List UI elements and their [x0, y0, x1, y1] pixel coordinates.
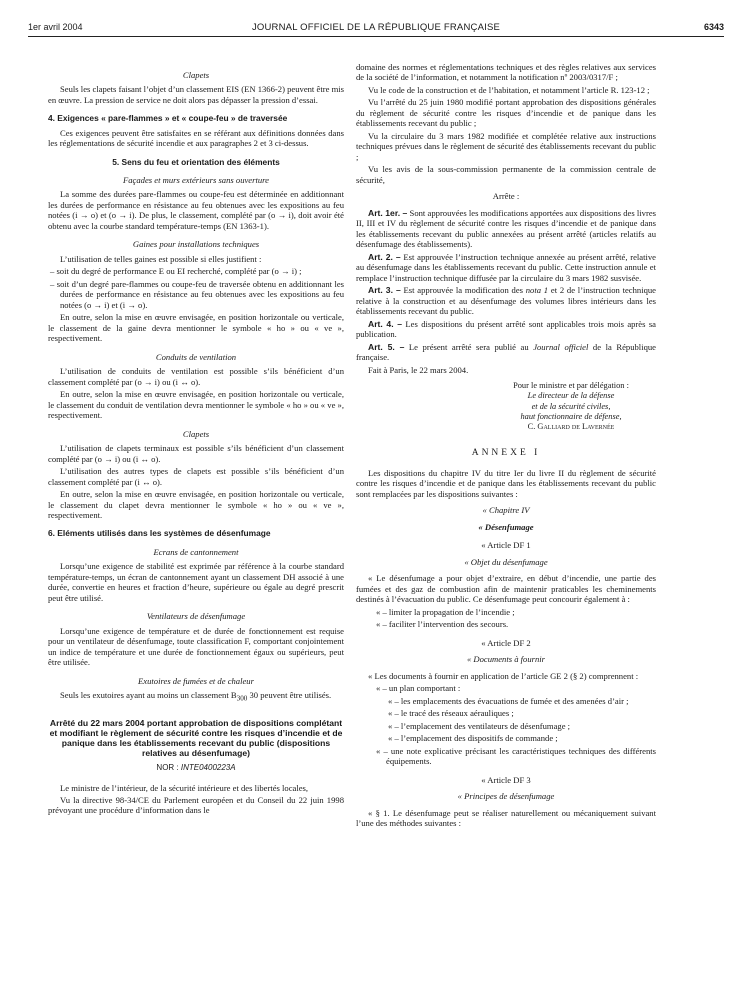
signature-line: haut fonctionnaire de défense, [520, 411, 622, 421]
paragraph: En outre, selon la mise en œuvre envisagée, en position horizontale ou verticale, le classement de la gaine devra mentionner le symbole « ho » ou « ve », respectivement. [48, 312, 344, 344]
article-text: Le présent arrêté sera publié au [404, 341, 534, 352]
article-subtitle: « Principes de désenfumage [457, 791, 555, 802]
article-2 [356, 252, 656, 283]
journal-title: JOURNAL OFFICIEL DE LA RÉPUBLIQUE FRANÇAISE [251, 22, 501, 33]
fait-a-paris: Fait à Paris, le 22 mars 2004. [368, 364, 469, 375]
article-text-italic: nota 1 [525, 285, 549, 296]
paragraph: L’utilisation de clapets terminaux est possible s’ils bénéficient d’un classement complété par (o → i) ou (i ↔ o). [48, 443, 344, 464]
text-part: Seuls les exutoires ayant au moins un classement B [60, 690, 237, 701]
paragraph: « Les documents à fournir en application de l’article GE 2 (§ 2) comprennent : [368, 670, 639, 681]
article-4 [356, 319, 656, 340]
subscript: 300 [236, 694, 248, 703]
article-3 [356, 285, 656, 316]
article-heading: « Article DF 3 [481, 774, 531, 785]
paragraph: L’utilisation de telles gaines est possible si elles justifient : [60, 253, 262, 264]
subheading-conduits: Conduits de ventilation [155, 351, 237, 362]
paragraph: Lorsqu’une exigence de stabilité est exprimée par référence à la courbe standard température-temps, un écran de cantonnement ayant un classement DH associé à une durée, convertie en heures et fraction d’heure, supérieure ou égale au degré prescrit peut être utilisé. [48, 561, 344, 603]
subheading-clapets-2: Clapets [182, 428, 210, 439]
nor-value: INTE0400223A [180, 762, 236, 772]
paragraph: « Le désenfumage a pour objet d’extraire, en début d’incendie, une partie des fumées et des gaz de combustion afin de maintenir praticables les cheminements destinés à l’évacuation du public. Ce désenfumage peut concourir également à : [356, 573, 656, 605]
subheading-facades: Façades et murs extérieurs sans ouverture [123, 174, 269, 185]
list-item: « – une note explicative précisant les caractéristiques techniques des différents équipements. [376, 745, 656, 767]
signature-block [486, 381, 656, 432]
signature-line: Pour le ministre et par délégation : [513, 381, 629, 391]
subheading-gaines: Gaines pour installations techniques [132, 239, 260, 250]
article-heading: « Article DF 1 [481, 540, 531, 551]
article-text: de la République française. [356, 341, 656, 363]
article-label: Art. 4. – [368, 318, 403, 329]
paragraph: Ces exigences peuvent être satisfaites en se référant aux définitions données dans les réglementations de sécurité incendie et aux paragraphes 2 et 3 ci-dessus. [48, 127, 344, 149]
list-item: « – un plan comportant : [376, 683, 461, 694]
article-text: Les dispositions du présent arrêté sont applicables trois mois après sa publication. [356, 318, 656, 340]
chapter-title: « Désenfumage [478, 521, 534, 532]
article-heading: « Article DF 2 [481, 637, 531, 648]
subheading-exutoires: Exutoires de fumées et de chaleur [138, 675, 254, 686]
article-subtitle: « Objet du désenfumage [464, 556, 548, 567]
text-part: 30 peuvent être utilisés. [247, 690, 332, 701]
paragraph: Lorsqu’une exigence de température et de durée de fonctionnement est requise pour un ventilateur de désenfumage, toute classification F, comportant conjointement un indice de température et une durée de fonctionnement égaux ou supérieurs, peut être utilisée. [48, 625, 344, 668]
article-text-italic: Journal officiel [533, 341, 589, 352]
left-column [48, 62, 344, 818]
signatory-name: C. Galliard de Lavernée [527, 422, 615, 432]
paragraph: Vu l’arrêté du 25 juin 1980 modifié portant approbation des dispositions générales du règlement de sécurité contre les risques d’incendie et de panique dans les établissements recevant du public ; [356, 97, 656, 129]
arrete-heading: Arrête : [492, 191, 520, 202]
list-item: – soit du degré de performance E ou EI recherché, complété par (o → i) ; [50, 266, 302, 277]
article-text: Est approuvée l’instruction technique annexée au présent arrêté, relative au désenfumage dans les établissements recevant du public. Cette instruction annule et remplace l’instruction technique diffusée par la circulaire du 3 mars 1982 susvisée. [356, 251, 656, 283]
paragraph: Vu la circulaire du 3 mars 1982 modifiée et complétée relative aux instructions techniques prévues dans le règlement de sécurité des établissements recevant du public ; [356, 130, 656, 162]
list-item: « – les emplacements des évacuations de fumée et des amenées d’air ; [388, 695, 629, 706]
article-text: Sont approuvées les modifications apportées aux dispositions des livres II, III et IV du règlement de sécurité contre les risques d’incendie et de panique dans les établissements recevant du public annexées au présent arrêté (articles relatifs au désenfumage des établissements). [356, 207, 656, 250]
signature-line: et de la sécurité civiles, [531, 401, 611, 411]
article-label: Art. 2. – [368, 251, 401, 262]
article-text: et 2 de l’instruction technique relative à la construction et au désenfumage des volumes libres intérieurs dans les établissements recevant du public. [356, 285, 656, 317]
article-5 [356, 342, 656, 363]
paragraph: Vu les avis de la sous-commission permanente de la commission centrale de sécurité, [356, 164, 656, 185]
nor-label: NOR : [156, 762, 181, 772]
paragraph: Les dispositions du chapitre IV du titre Ier du livre II du règlement de sécurité contre les risques d’incendie et de panique dans les établissements recevant du public sont remplacées par les dispositions suivantes : [356, 467, 656, 499]
chapter-heading: « Chapitre IV [482, 505, 530, 516]
right-column [356, 62, 656, 831]
paragraph: L’utilisation de conduits de ventilation est possible s’ils bénéficient d’un classement complété par (o → i) ou (i ↔ o). [48, 366, 344, 387]
list-item: « – le tracé des réseaux aérauliques ; [388, 708, 514, 719]
section-6-title: 6. Eléments utilisés dans les systèmes de désenfumage [48, 528, 271, 539]
list-item: « – l’emplacement des ventilateurs de désenfumage ; [388, 720, 571, 731]
paragraph: Seuls les clapets faisant l’objet d’un classement EIS (EN 1366-2) peuvent être mis en œuvre. La pression de service ne doit alors pas dépasser la pression d’essai. [48, 84, 344, 105]
subheading-ventilateurs: Ventilateurs de désenfumage [146, 611, 246, 622]
paragraph: « § 1. Le désenfumage peut se réaliser naturellement ou mécaniquement suivant l’une des méthodes suivantes : [356, 807, 656, 829]
signature-line: Le directeur de la défense [527, 391, 615, 401]
article-label: Art. 5. – [368, 341, 405, 352]
paragraph: En outre, selon la mise en œuvre envisagée, en position horizontale ou verticale, le classement du clapet devra mentionner le symbole « ho » ou « ve », respectivement. [48, 489, 344, 520]
subheading-clapets: Clapets [182, 70, 210, 80]
section-4-title: 4. Exigences « pare-flammes » et « coupe-feu » de traversée [48, 113, 288, 124]
list-item: – soit d’un degré pare-flammes ou coupe-feu de traversée obtenu en additionnant les durées de performance en résistance au feu obtenues avec les expositions au feu notées (o → i) et (i → o). [50, 278, 344, 310]
list-item: « – limiter la propagation de l’incendie ; [376, 606, 515, 617]
article-text: Est approuvée la modification des [400, 285, 526, 296]
list-item: « – l’emplacement des dispositifs de commande ; [388, 733, 558, 744]
nor-reference [48, 763, 344, 773]
arrete-title: Arrêté du 22 mars 2004 portant approbation de dispositions complétant et modifiant le règlement de sécurité contre les risques d’incendie et de panique dans les établissements recevant du public (dispositions relatives au désenfumage) [49, 717, 343, 759]
annexe-title: ANNEXE I [471, 448, 541, 459]
paragraph: Vu la directive 98-34/CE du Parlement européen et du Conseil du 22 juin 1998 prévoyant une procédure d’information dans le [48, 795, 344, 816]
paragraph: domaine des normes et réglementations techniques et des règles relatives aux services de la société de l’information, et notamment la notification nº 2003/0317/F ; [356, 62, 656, 83]
paragraph: Vu le code de la construction et de l’habitation, et notamment l’article R. 123-12 ; [368, 84, 650, 95]
page-header [28, 22, 724, 37]
paragraph: Le ministre de l’intérieur, de la sécurité intérieure et des libertés locales, [60, 782, 309, 793]
article-label: Art. 3. – [368, 285, 401, 296]
list-item: « – faciliter l’intervention des secours. [376, 619, 509, 630]
header-date: 1er avril 2004 [28, 22, 83, 32]
subheading-ecrans: Ecrans de cantonnement [153, 546, 239, 557]
paragraph: La somme des durées pare-flammes ou coupe-feu est déterminée en additionnant les durées de performance en résistance au feu obtenues avec les expositions au feu notées (i → o) et (o → i). De plus, le classement, complété par (o → i), doit avoir été obtenu avec la courbe standard température-temps (EN 1363-1). [48, 189, 344, 231]
article-subtitle: « Documents à fournir [466, 654, 546, 665]
paragraph: L’utilisation des autres types de clapets est possible s’ils bénéficient d’un classement complété par (i ↔ o). [48, 466, 344, 487]
section-5-title: 5. Sens du feu et orientation des éléments [112, 156, 280, 167]
paragraph: En outre, selon la mise en œuvre envisagée, en position horizontale ou verticale, le classement du conduit de ventilation devra mentionner le symbole « ho » ou « ve », respectivement. [48, 389, 344, 421]
page-number: 6343 [703, 22, 724, 32]
article-1 [356, 208, 656, 250]
article-label: Art. 1er. – [368, 207, 408, 218]
paragraph [48, 690, 344, 703]
